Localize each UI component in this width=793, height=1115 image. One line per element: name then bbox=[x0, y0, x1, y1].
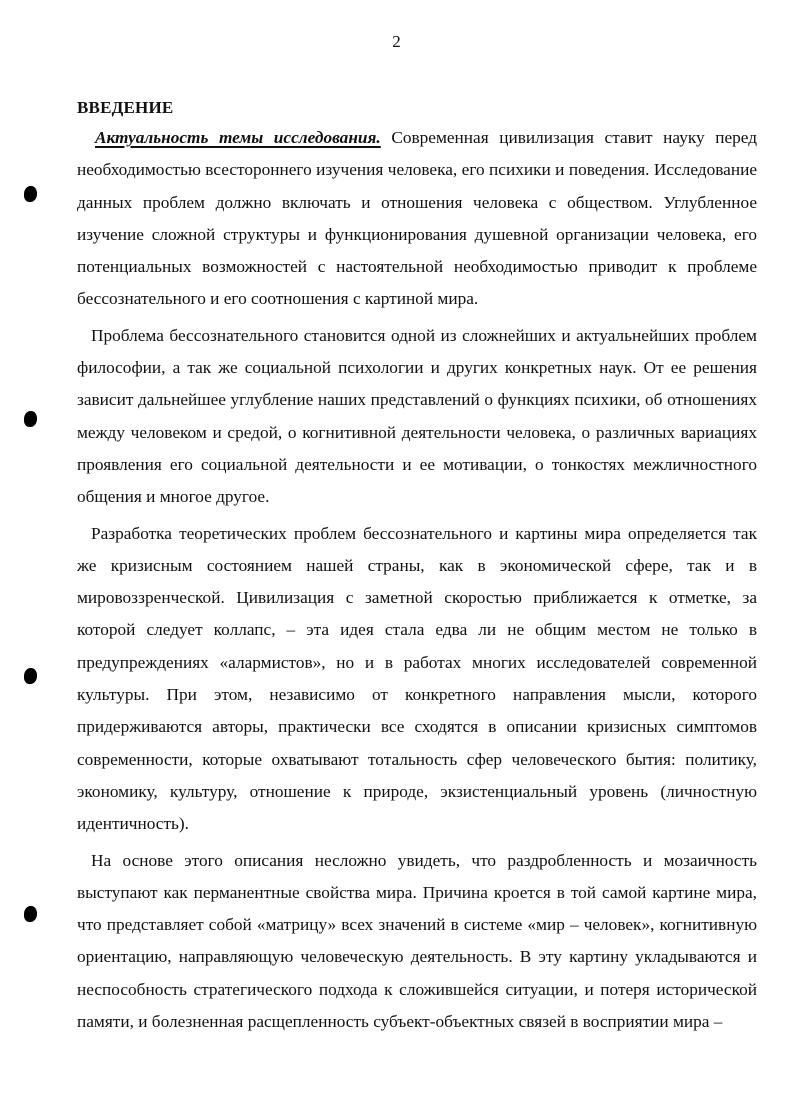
punch-hole-mark bbox=[24, 906, 37, 922]
punch-hole-mark bbox=[24, 668, 37, 684]
punch-hole-mark bbox=[24, 411, 37, 427]
paragraph-text: Современная цивилизация ставит науку перед необходимостью всестороннего изучения человека, его психики и поведения. Исследование данных проблем должно включать и отношения человека с обществом. Углубленное изучение сложной структуры и функционирования душевной организации человека, его потенциальных возможностей с настоятельной необходимостью приводит к проблеме бессознательного и его соотношения с картиной мира. bbox=[77, 128, 757, 309]
section-heading: ВВЕДЕНИЕ bbox=[77, 98, 174, 117]
paragraph: На основе этого описания несложно увидеть, что раздробленность и мозаичность выступают как перманентные свойства мира. Причина кроется в той самой картине мира, что представляет собой «матрицу» всех значений в системе «мир – человек», когнитивную ориентацию, направляющую человеческую деятельность. В эту картину укладываются и неспособность стратегического подхода к сложившейся ситуации, и потеря исторической памяти, и болезненная расщепленность субъект-объектных связей в восприятии мира – bbox=[77, 850, 757, 1032]
page-number: 2 bbox=[392, 32, 401, 51]
paragraph-lead: Актуальность темы исследования. bbox=[95, 128, 381, 147]
paragraph: Проблема бессознательного становится одной из сложнейших и актуальнейших проблем философии, а так же социальной психологии и других конкретных наук. От ее решения зависит дальнейшее углубление наших представлений о функциях психики, об отношениях между человеком и средой, о когнитивной деятельности человека, о различных вариациях проявления его социальной деятельности и ее мотивации, о тонкостях межличностного общения и многое другое. bbox=[77, 325, 757, 507]
paragraph bbox=[77, 122, 757, 316]
paragraph: Разработка теоретических проблем бессознательного и картины мира определяется так же кризисным состоянием нашей страны, как в экономической сфере, так и в мировоззренческой. Цивилизация с заметной скоростью приближается к отметке, за которой следует коллапс, – эта идея стала едва ли не общим местом не только в предупреждениях «алармистов», но и в работах многих исследователей современной культуры. При этом, независимо от конкретного направления мысли, которого придерживаются авторы, практически все сходятся в описании кризисных симптомов современности, которые охватывают тотальность сфер человеческого бытия: политику, экономику, культуру, отношение к природе, экзистенциальный уровень (личностную идентичность). bbox=[77, 523, 757, 834]
document-body bbox=[77, 94, 757, 1038]
punch-hole-mark bbox=[24, 186, 37, 202]
